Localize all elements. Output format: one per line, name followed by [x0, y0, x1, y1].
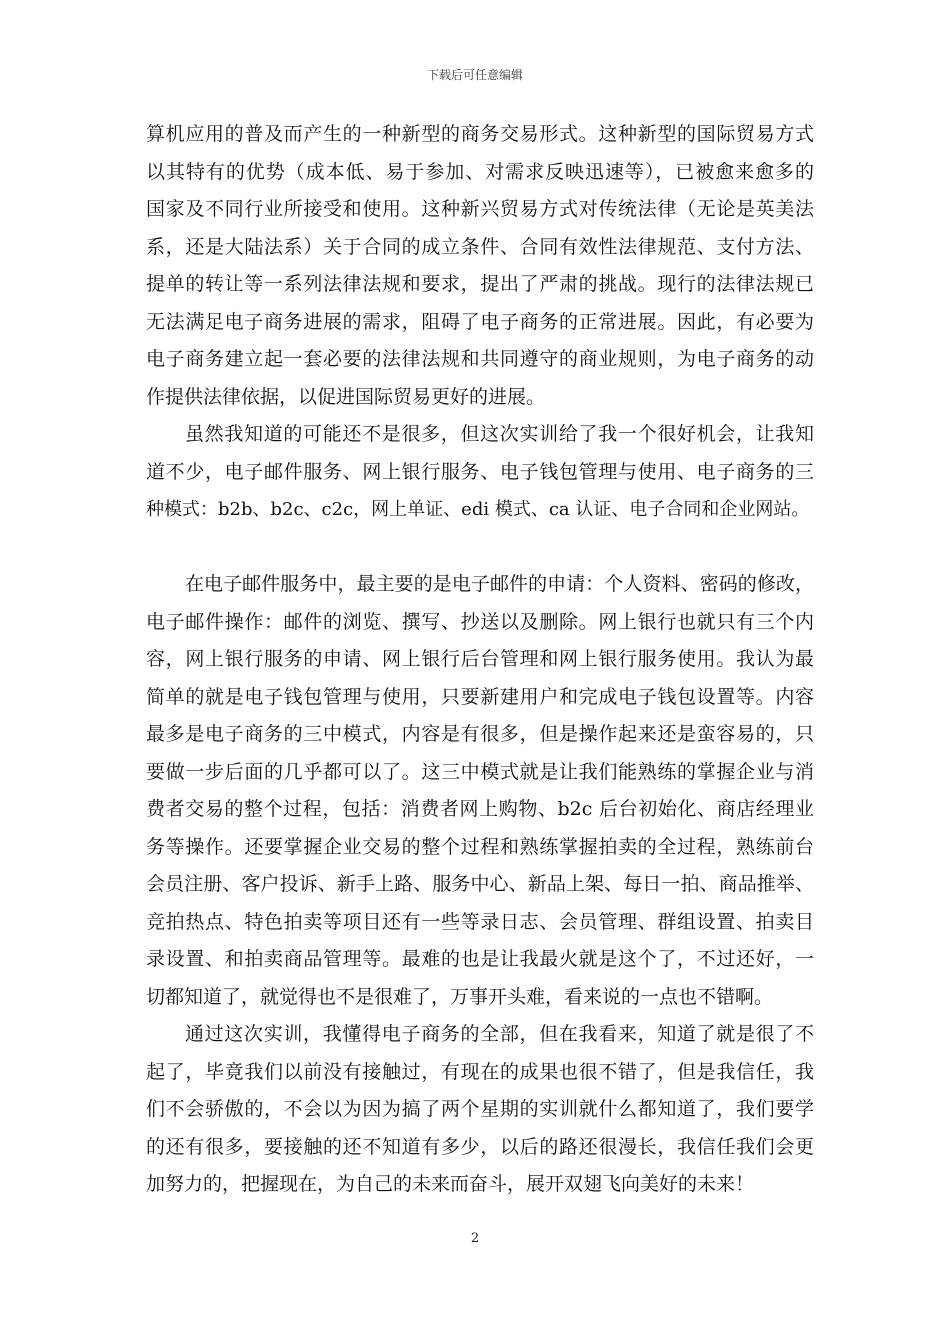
paragraph-4 [146, 1016, 814, 1204]
text-line: 最多是电子商务的三中模式，内容是有很多，但是操作起来还是蛮容易的，只 [146, 723, 814, 745]
text-line: 们不会骄傲的，不会以为因为搞了两个星期的实训就什么都知道了，我们要学 [146, 1098, 814, 1120]
text-line: 虽然我知道的可能还不是很多，但这次实训给了我一个很好机会，让我知 [185, 423, 814, 445]
text-line: 加努力的，把握现在，为自己的未来而奋斗，展开双翅飞向美好的未来！ [146, 1173, 755, 1195]
text-line: 电子商务建立起一套必要的法律法规和共同遵守的商业规则，为电子商务的动 [146, 348, 814, 370]
blank-line [146, 529, 814, 567]
text-line: 要做一步后面的几乎都可以了。这三中模式就是让我们能熟练的掌握企业与消 [146, 760, 814, 783]
text-line: 录设置、和拍卖商品管理等。最难的也是让我最火就是这个了，不过还好，一 [146, 948, 814, 970]
paragraph-2 [146, 416, 814, 529]
text-line: 电子邮件操作：邮件的浏览、撰写、抄送以及删除。网上银行也就只有三个内 [146, 610, 814, 633]
text-line: 务等操作。还要掌握企业交易的整个过程和熟练掌握拍卖的全过程，熟练前台 [146, 835, 814, 858]
page-header: 下载后可任意编辑 [426, 68, 523, 82]
text-line: 费者交易的整个过程，包括：消费者网上购物、b2c 后台初始化、商店经理业 [146, 798, 814, 820]
text-line: 国家及不同行业所接受和使用。这种新兴贸易方式对传统法律（无论是英美法 [146, 198, 814, 220]
paragraph-1 [146, 116, 814, 416]
text-line: 提单的转让等一系列法律法规和要求，提出了严肃的挑战。现行的法律法规已 [146, 273, 814, 295]
text-line: 算机应用的普及而产生的一种新型的商务交易形式。这种新型的国际贸易方式 [146, 123, 814, 145]
text-line: 的还有很多，要接触的还不知道有多少，以后的路还很漫长，我信任我们会更 [146, 1135, 814, 1158]
text-line: 无法满足电子商务进展的需求，阻碍了电子商务的正常进展。因此，有必要为 [146, 310, 814, 333]
text-line: 道不少，电子邮件服务、网上银行服务、电子钱包管理与使用、电子商务的三 [146, 460, 814, 483]
text-line: 作提供法律依据，以促进国际贸易更好的进展。 [146, 385, 546, 408]
text-line: 通过这次实训，我懂得电子商务的全部，但在我看来，知道了就是很了不 [185, 1023, 814, 1045]
page-number: 2 [470, 1231, 480, 1246]
text-line: 竞拍热点、特色拍卖等项目还有一些等录日志、会员管理、群组设置、拍卖目 [146, 910, 814, 933]
text-line: 容，网上银行服务的申请、网上银行后台管理和网上银行服务使用。我认为最 [146, 648, 814, 670]
text-line: 简单的就是电子钱包管理与使用，只要新建用户和完成电子钱包设置等。内容 [146, 685, 814, 708]
text-line: 起了，毕竟我们以前没有接触过，有现在的成果也很不错了，但是我信任，我 [146, 1060, 814, 1083]
text-line: 会员注册、客户投诉、新手上路、服务中心、新品上架、每日一拍、商品推举、 [146, 873, 814, 895]
text-line: 系，还是大陆法系）关于合同的成立条件、合同有效性法律规范、支付方法、 [146, 235, 814, 258]
text-line: 切都知道了，就觉得也不是很难了，万事开头难，看来说的一点也不错啊。 [146, 985, 774, 1008]
text-line: 以其特有的优势（成本低、易于参加、对需求反映迅速等），已被愈来愈多的 [146, 160, 814, 183]
paragraph-3 [146, 566, 814, 1016]
document-body [146, 116, 814, 1204]
text-line: 种模式：b2b、b2c、c2c，网上单证、edi 模式、ca 认证、电子合同和企业网站。 [146, 499, 810, 520]
text-line: 在电子邮件服务中，最主要的是电子邮件的申请：个人资料、密码的修改， [185, 573, 814, 595]
